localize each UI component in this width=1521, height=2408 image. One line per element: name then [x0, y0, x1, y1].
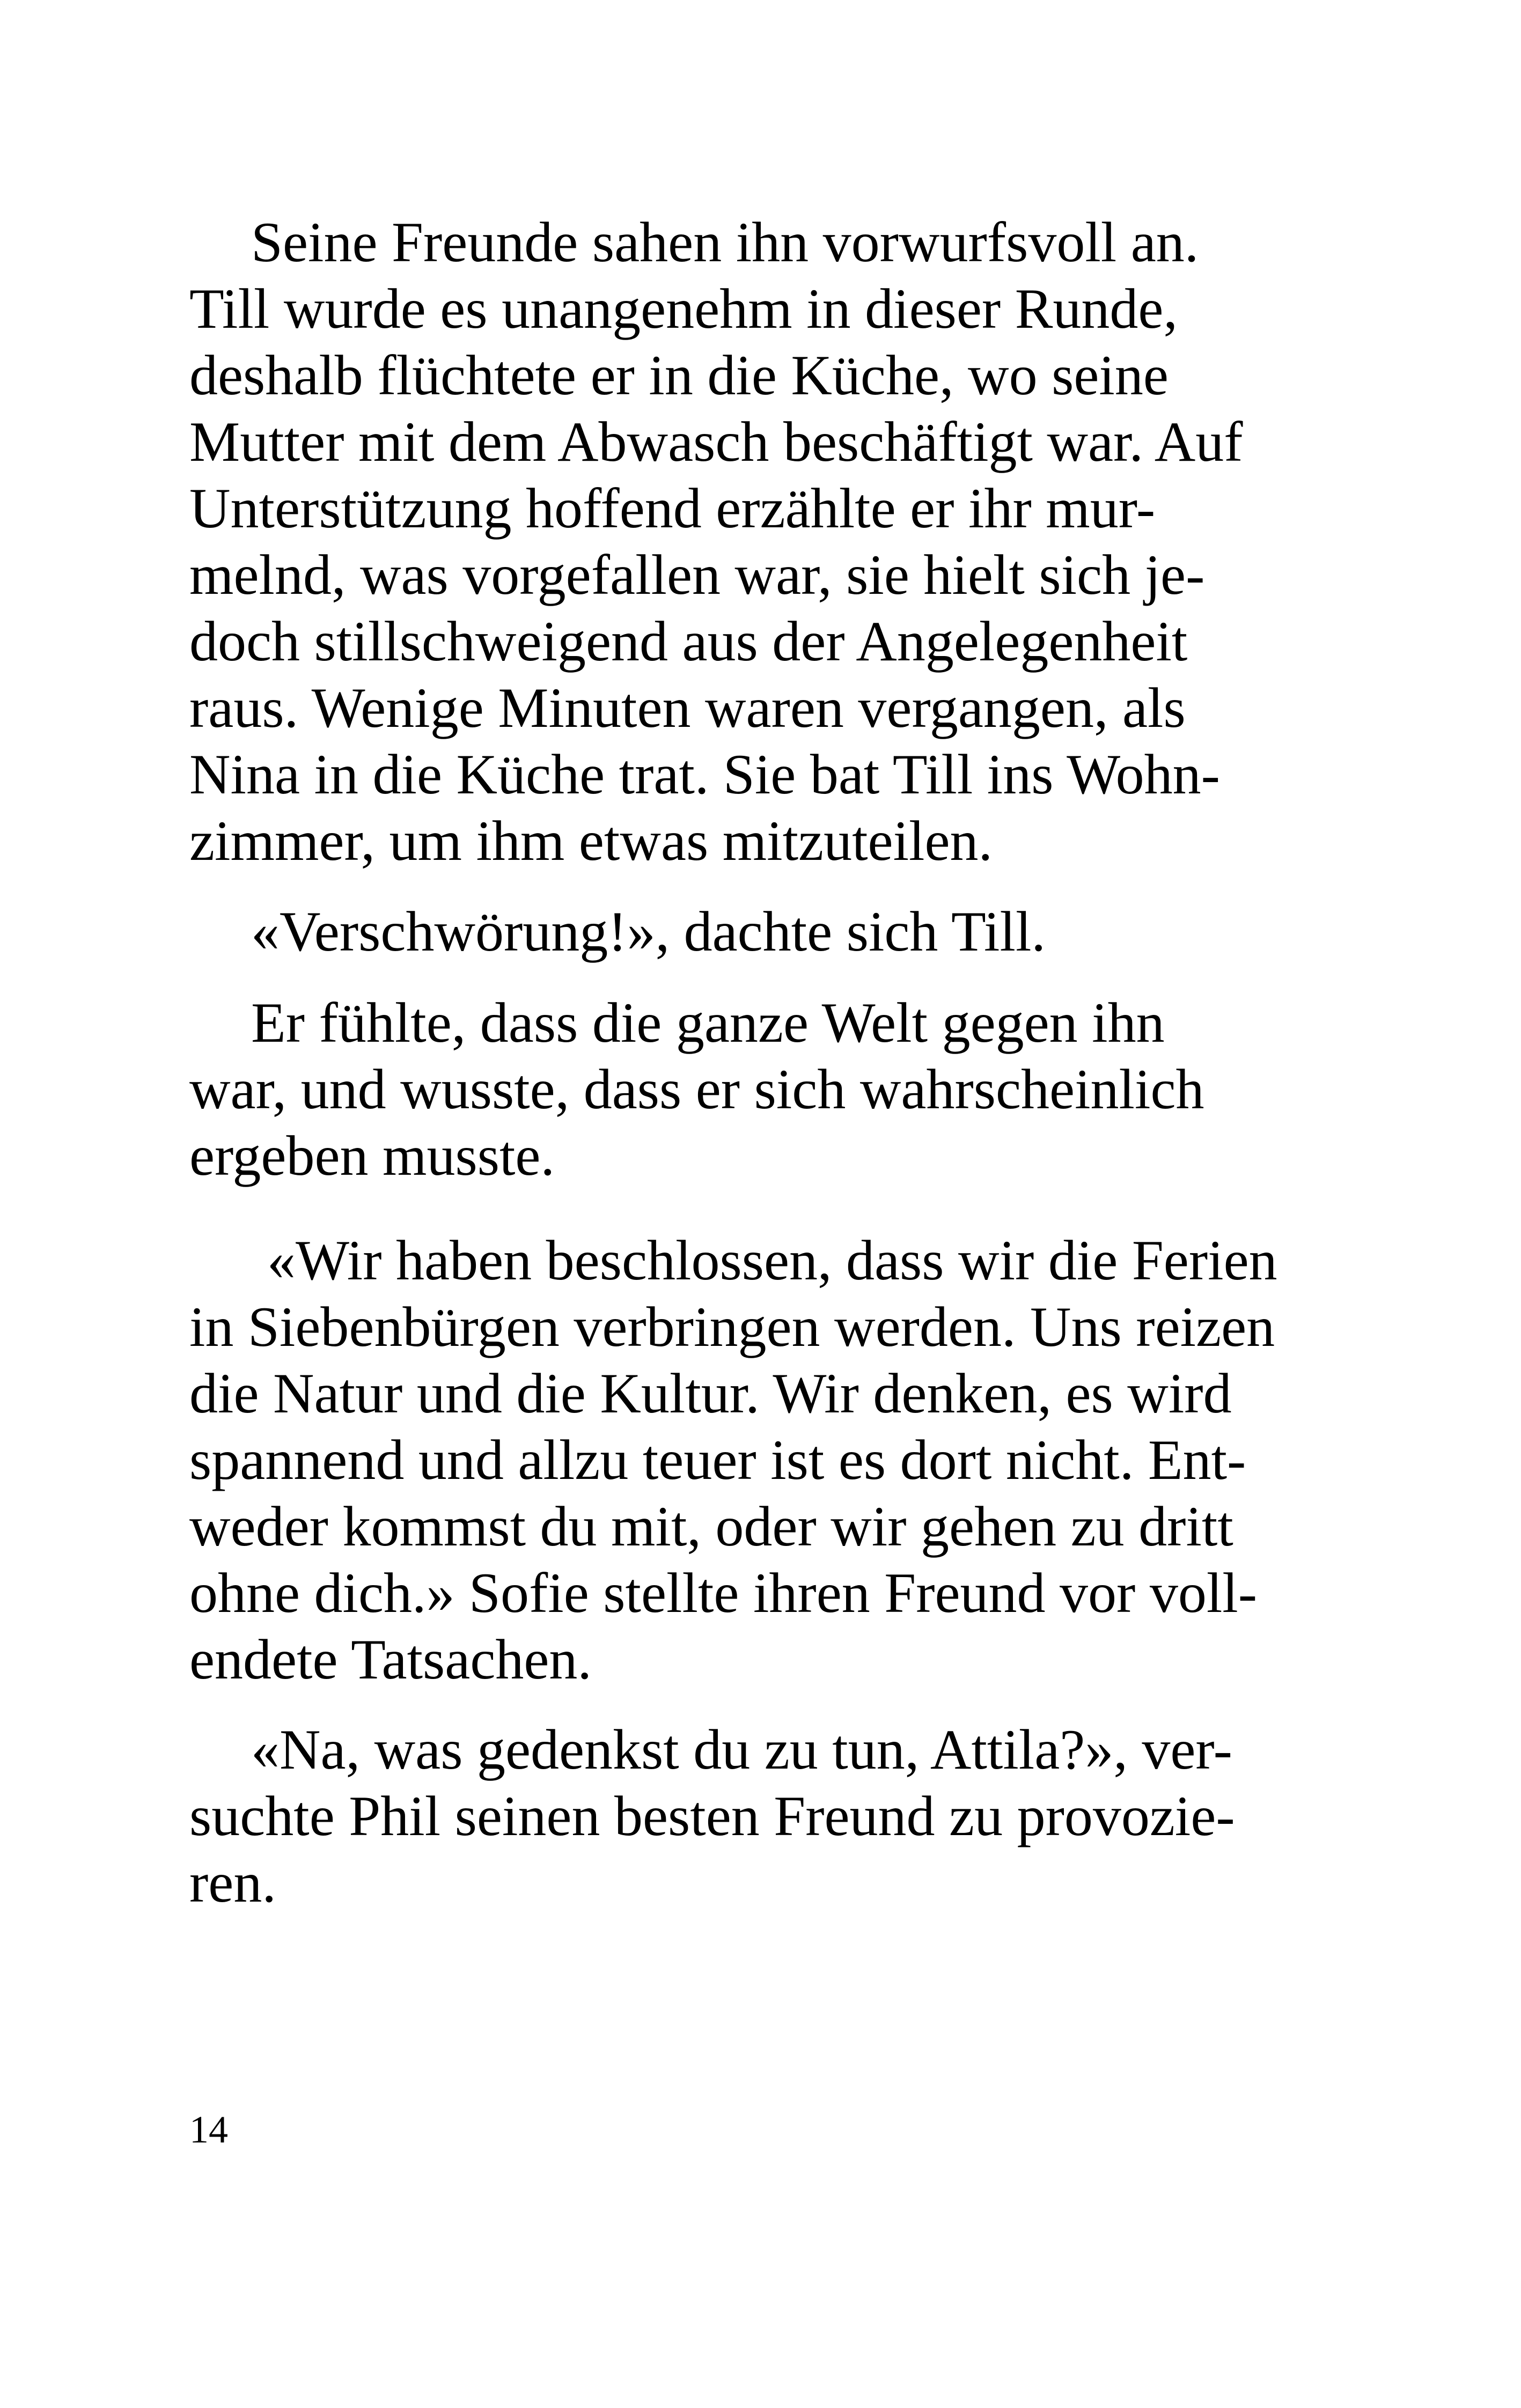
text-line: ren. — [189, 1851, 276, 1914]
text-line: Seine Freunde sahen ihn vorwurfsvoll an. — [251, 211, 1199, 274]
text-line: raus. Wenige Minuten waren vergangen, als — [189, 676, 1186, 739]
text-line: suchte Phil seinen besten Freund zu provozie- — [189, 1785, 1235, 1847]
text-line: Mutter mit dem Abwasch beschäftigt war. Auf — [189, 410, 1243, 473]
text-line: spannend und allzu teuer ist es dort nicht. Ent- — [189, 1428, 1246, 1491]
text-line: deshalb flüchtete er in die Küche, wo seine — [189, 344, 1169, 407]
text-line: «Wir haben beschlossen, dass wir die Ferien — [267, 1229, 1277, 1292]
text-line: endete Tatsachen. — [189, 1628, 592, 1691]
text-line: in Siebenbürgen verbringen werden. Uns reizen — [189, 1295, 1275, 1358]
text-line: doch stillschweigend aus der Angelegenheit — [189, 610, 1188, 673]
text-line: die Natur und die Kultur. Wir denken, es wird — [189, 1362, 1232, 1425]
text-line: ergeben musste. — [189, 1124, 555, 1187]
text-line: «Na, was gedenkst du zu tun, Attila?», ver- — [251, 1718, 1232, 1781]
text-line: «Verschwörung!», dachte sich Till. — [251, 900, 1046, 963]
text-line: Er fühlte, dass die ganze Welt gegen ihn — [251, 991, 1165, 1054]
text-line: ohne dich.» Sofie stellte ihren Freund vor voll- — [189, 1562, 1258, 1624]
text-line: weder kommst du mit, oder wir gehen zu dritt — [189, 1495, 1233, 1558]
page-number: 14 — [189, 2108, 228, 2151]
text-line: Nina in die Küche trat. Sie bat Till ins Wohn- — [189, 743, 1220, 806]
text-line: Unterstützung hoffend erzählte er ihr mur- — [189, 477, 1156, 540]
text-line: war, und wusste, dass er sich wahrscheinlich — [189, 1058, 1204, 1121]
text-line: melnd, was vorgefallen war, sie hielt sich je- — [189, 543, 1205, 606]
text-line: Till wurde es unangenehm in dieser Runde, — [189, 277, 1178, 340]
text-line: zimmer, um ihm etwas mitzuteilen. — [189, 809, 993, 872]
